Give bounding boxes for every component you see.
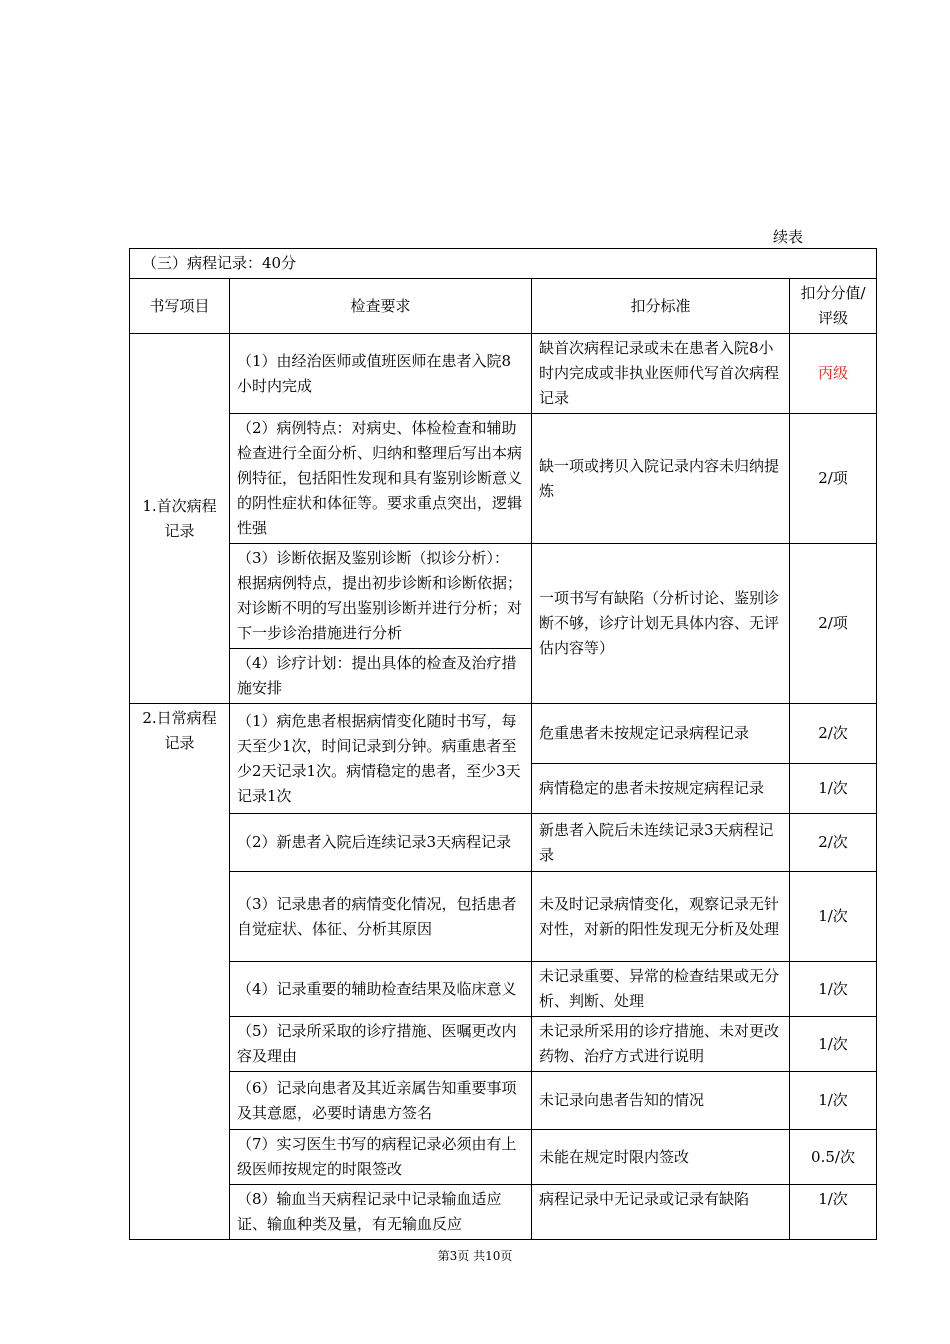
requirement-cell: （8）输血当天病程记录中记录输血适应证、输血种类及量，有无输血反应 xyxy=(230,1185,532,1240)
requirement-cell: （2）病例特点：对病史、体检检查和辅助检查进行全面分析、归纳和整理后写出本病例特征，包括阳性发现和具有鉴别诊断意义的阴性症状和体征等。要求重点突出，逻辑性强 xyxy=(230,414,532,544)
requirement-cell: （1）病危患者根据病情变化随时书写，每天至少1次，时间记录到分钟。病重患者至少2天记录1次。病情稳定的患者，至少3天记录1次 xyxy=(230,704,532,814)
score-cell: 2/项 xyxy=(790,544,877,704)
requirement-cell: （4）诊疗计划：提出具体的检查及治疗措施安排 xyxy=(230,649,532,704)
page-footer: 第3页 共10页 xyxy=(437,1249,513,1263)
requirement-cell: （1）由经治医师或值班医师在患者入院8小时内完成 xyxy=(230,334,532,414)
criteria-cell: 新患者入院后未连续记录3天病程记录 xyxy=(532,814,790,872)
requirement-cell: （6）记录向患者及其近亲属告知重要事项及其意愿，必要时请患方签名 xyxy=(230,1072,532,1130)
score-cell: 1/次 xyxy=(790,1185,877,1240)
requirement-cell: （4）记录重要的辅助检查结果及临床意义 xyxy=(230,962,532,1017)
score-cell: 0.5/次 xyxy=(790,1130,877,1185)
criteria-cell: 病程记录中无记录或记录有缺陷 xyxy=(532,1185,790,1240)
criteria-cell: 未记录向患者告知的情况 xyxy=(532,1072,790,1130)
header-item: 书写项目 xyxy=(130,279,230,334)
header-criteria: 扣分标准 xyxy=(532,279,790,334)
score-cell: 2/次 xyxy=(790,704,877,764)
score-cell: 1/次 xyxy=(790,962,877,1017)
score-cell: 丙级 xyxy=(790,334,877,414)
criteria-cell: 病情稳定的患者未按规定病程记录 xyxy=(532,764,790,814)
requirement-cell: （3）诊断依据及鉴别诊断（拟诊分析）：根据病例特点，提出初步诊断和诊断依据；对诊断不明的写出鉴别诊断并进行分析；对下一步诊治措施进行分析 xyxy=(230,544,532,649)
requirement-cell: （7）实习医生书写的病程记录必须由有上级医师按规定的时限签改 xyxy=(230,1130,532,1185)
score-cell: 2/次 xyxy=(790,814,877,872)
requirement-cell: （2）新患者入院后连续记录3天病程记录 xyxy=(230,814,532,872)
criteria-cell: 缺一项或拷贝入院记录内容未归纳提炼 xyxy=(532,414,790,544)
criteria-cell: 未能在规定时限内签改 xyxy=(532,1130,790,1185)
medical-record-scoring-table xyxy=(129,248,877,1240)
requirement-cell: （3）记录患者的病情变化情况，包括患者自觉症状、体征、分析其原因 xyxy=(230,872,532,962)
score-cell: 2/项 xyxy=(790,414,877,544)
criteria-cell: 未及时记录病情变化，观察记录无针对性，对新的阳性发现无分析及处理 xyxy=(532,872,790,962)
header-requirement: 检查要求 xyxy=(230,279,532,334)
criteria-cell: 未记录所采用的诊疗措施、未对更改药物、治疗方式进行说明 xyxy=(532,1017,790,1072)
score-cell: 1/次 xyxy=(790,1072,877,1130)
score-cell: 1/次 xyxy=(790,764,877,814)
group-label-first-record: 1.首次病程记录 xyxy=(130,334,230,704)
group-label-daily-record: 2.日常病程记录 xyxy=(130,704,230,1240)
criteria-cell: 缺首次病程记录或未在患者入院8小时内完成或非执业医师代写首次病程记录 xyxy=(532,334,790,414)
section-title: （三）病程记录：40分 xyxy=(130,249,877,279)
criteria-cell: 一项书写有缺陷（分析讨论、鉴别诊断不够，诊疗计划无具体内容、无评估内容等） xyxy=(532,544,790,704)
continued-label: 续表 xyxy=(773,228,804,246)
score-cell: 1/次 xyxy=(790,872,877,962)
requirement-cell: （5）记录所采取的诊疗措施、医嘱更改内容及理由 xyxy=(230,1017,532,1072)
criteria-cell: 危重患者未按规定记录病程记录 xyxy=(532,704,790,764)
criteria-cell: 未记录重要、异常的检查结果或无分析、判断、处理 xyxy=(532,962,790,1017)
score-cell: 1/次 xyxy=(790,1017,877,1072)
header-score: 扣分分值/评级 xyxy=(790,279,877,334)
